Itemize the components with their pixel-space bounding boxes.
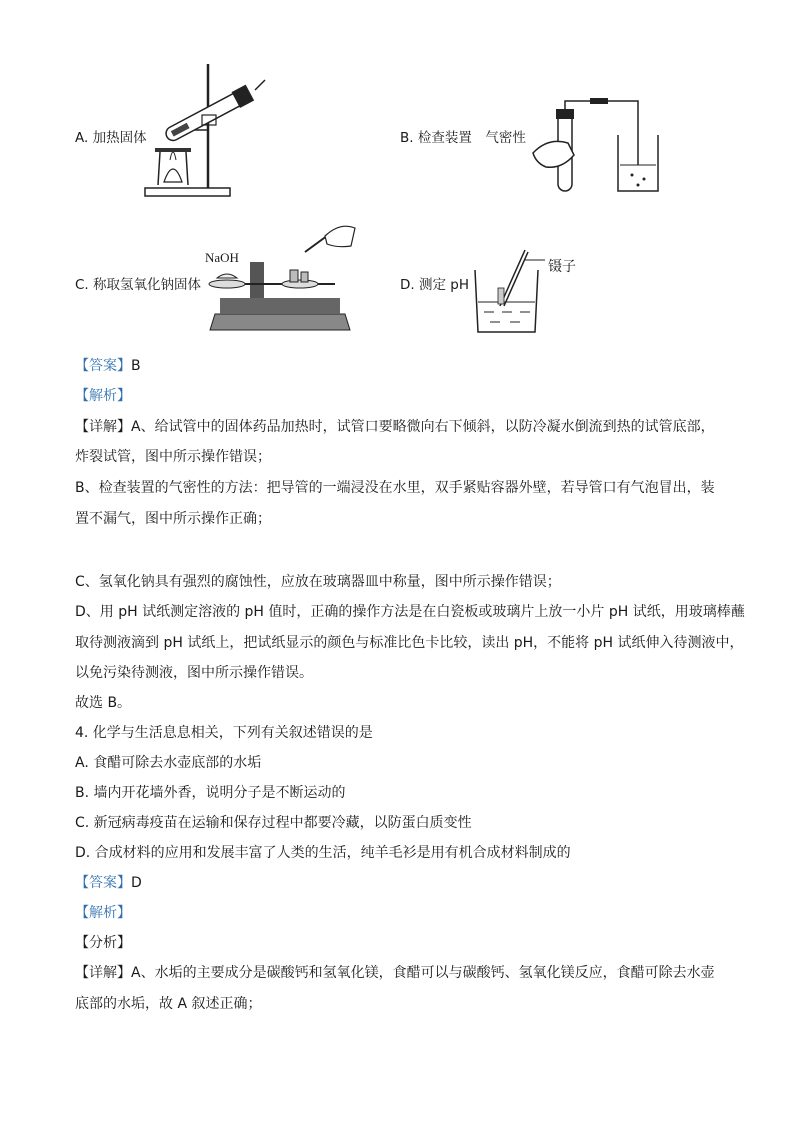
q4-analysis-tag: 【解析】	[75, 905, 131, 921]
q4-analysis-heading	[75, 902, 131, 922]
q4-option-c: C. 新冠病毒疫苗在运输和保存过程中都要冷藏，以防蛋白质变性	[75, 815, 472, 831]
q3-line-a2: 炸裂试管，图中所示操作错误；	[75, 449, 271, 465]
tweezers-label: 镊子	[548, 259, 576, 275]
airtightness-apparatus	[528, 95, 663, 195]
q4-option-d: D. 合成材料的应用和发展丰富了人类的生活，纯羊毛衫是用有机合成材料制成的	[75, 845, 571, 861]
q4-option-a: A. 食醋可除去水壶底部的水垢	[75, 755, 262, 771]
q4-option-b: B. 墙内开花墙外香，说明分子是不断运动的	[75, 785, 346, 801]
q3-line-d1: D、用 pH 试纸测定溶液的 pH 值时，正确的操作方法是在白瓷板或玻璃片上放一小片 pH 试纸，用玻璃棒蘸	[75, 604, 745, 620]
q3-answer	[75, 355, 141, 375]
q3-line-d3: 以免污染待测液，图中所示操作错误。	[75, 665, 313, 681]
q3-line-d2: 取待测液滴到 pH 试纸上，把试纸显示的颜色与标准比色卡比较，读出 pH，不能将 pH 试纸伸入待测液中，	[75, 635, 744, 651]
q3-line-a1: A、给试管中的固体药品加热时，试管口要略微向右下倾斜，以防冷凝水倒流到热的试管底部，	[131, 419, 715, 435]
option-c-label: C. 称取氢氧化钠固体	[75, 277, 202, 293]
q3-answer-value: B	[131, 358, 141, 374]
balance-apparatus	[205, 222, 355, 338]
q4-stem: 4. 化学与生活息息相关，下列有关叙述错误的是	[75, 725, 373, 741]
ph-test-apparatus	[470, 240, 550, 340]
q4-fenxi-heading: 【分析】	[75, 935, 131, 951]
q3-line-b1: B、检查装置的气密性的方法：把导管的一端浸没在水里，双手紧贴容器外壁，若导管口有气泡冒出，装	[75, 480, 715, 496]
q4-detail-a-line1	[75, 962, 715, 982]
q4-line-a1: A、水垢的主要成分是碳酸钙和氢氧化镁，食醋可以与碳酸钙、氢氧化镁反应，食醋可除去水壶	[131, 965, 715, 981]
naoh-label: NaOH	[205, 250, 239, 265]
q4-answer-tag: 【答案】	[75, 875, 131, 891]
q4-detail-tag: 【详解】	[75, 965, 131, 981]
q4-line-a2: 底部的水垢，故 A 叙述正确；	[75, 996, 262, 1012]
q4-answer-value: D	[131, 875, 142, 891]
q3-detail-a-line1	[75, 416, 715, 436]
q3-detail-tag: 【详解】	[75, 419, 131, 435]
q3-answer-tag: 【答案】	[75, 358, 131, 374]
q3-line-c: C、氢氧化钠具有强烈的腐蚀性，应放在玻璃器皿中称量，图中所示操作错误；	[75, 574, 561, 590]
q3-analysis-tag: 【解析】	[75, 388, 131, 404]
option-d-label: D. 测定 pH	[400, 277, 469, 293]
q4-answer	[75, 872, 142, 892]
q3-conclusion: 故选 B。	[75, 695, 132, 711]
q3-analysis-heading	[75, 385, 131, 405]
heating-solid-apparatus	[140, 60, 270, 200]
option-b-label: B. 检查装置 气密性	[400, 130, 526, 146]
option-a-label: A. 加热固体	[75, 130, 147, 146]
q3-line-b2: 置不漏气，图中所示操作正确；	[75, 511, 271, 527]
